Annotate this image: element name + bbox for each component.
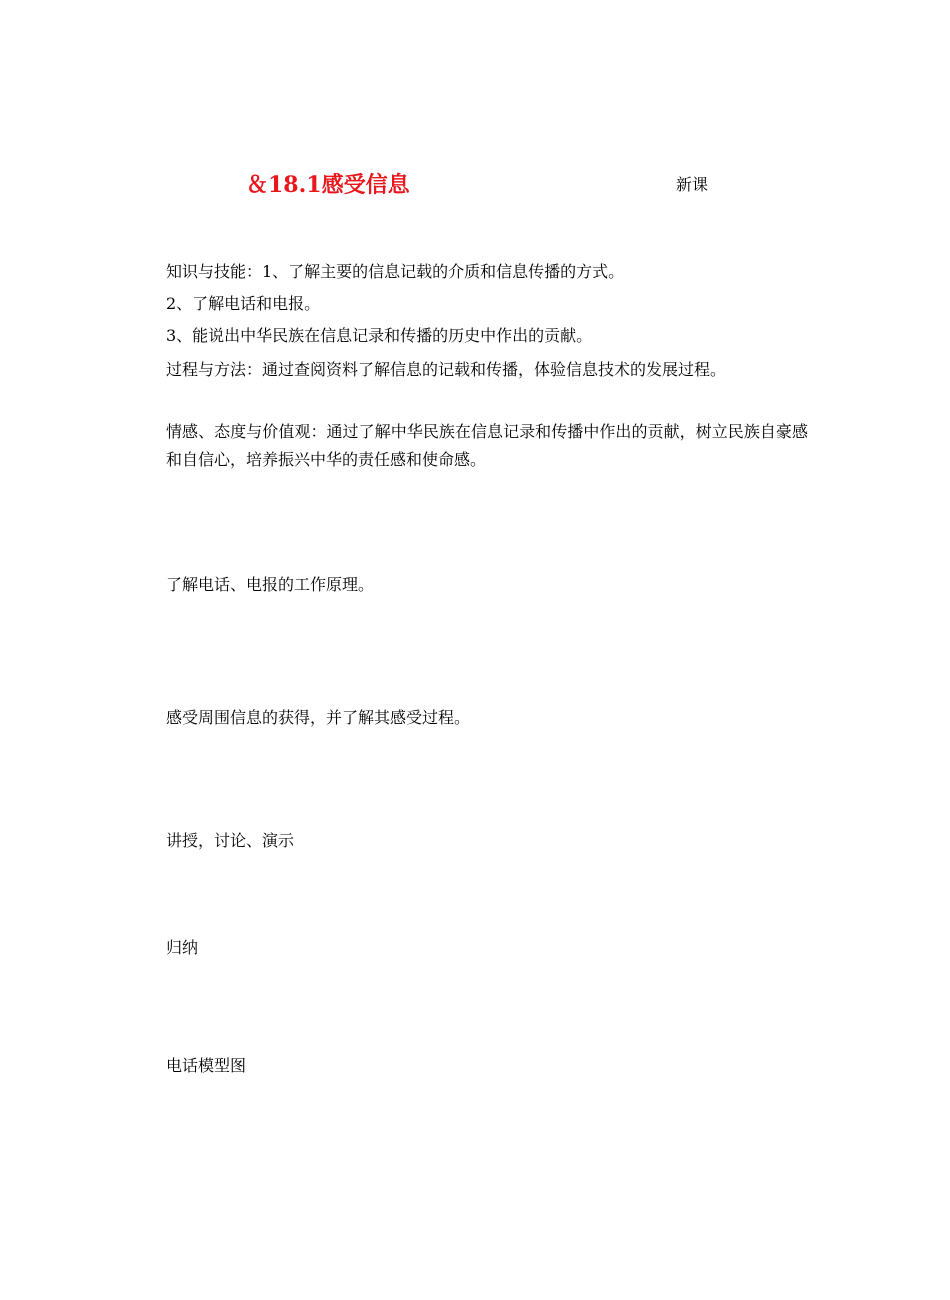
teaching-aids-text: 电话模型图 xyxy=(166,1056,247,1075)
key-point-text: 了解电话、电报的工作原理。 xyxy=(166,575,375,594)
objective-emotion: 情感、态度与价值观：通过了解中华民族在信息记录和传播中作出的贡献，树立民族自豪感和自信心，培养振兴中华的责任感和使命感。 xyxy=(166,422,808,469)
lesson-type-label: 新课 xyxy=(676,175,709,194)
objective-knowledge-2: 2、了解电话和电报。 xyxy=(166,294,321,313)
summary-text: 归纳 xyxy=(166,938,199,957)
objective-process: 过程与方法：通过查阅资料了解信息的记载和传播，体验信息技术的发展过程。 xyxy=(166,360,727,379)
teaching-methods-text: 讲授，讨论、演示 xyxy=(166,831,295,850)
document-title: ＆18.1感受信息 xyxy=(246,172,410,198)
objective-knowledge-1: 知识与技能：1、了解主要的信息记载的介质和信息传播的方式。 xyxy=(166,262,625,281)
objective-knowledge-3: 3、能说出中华民族在信息记录和传播的历史中作出的贡献。 xyxy=(166,326,593,345)
difficulty-text: 感受周围信息的获得，并了解其感受过程。 xyxy=(166,708,471,727)
